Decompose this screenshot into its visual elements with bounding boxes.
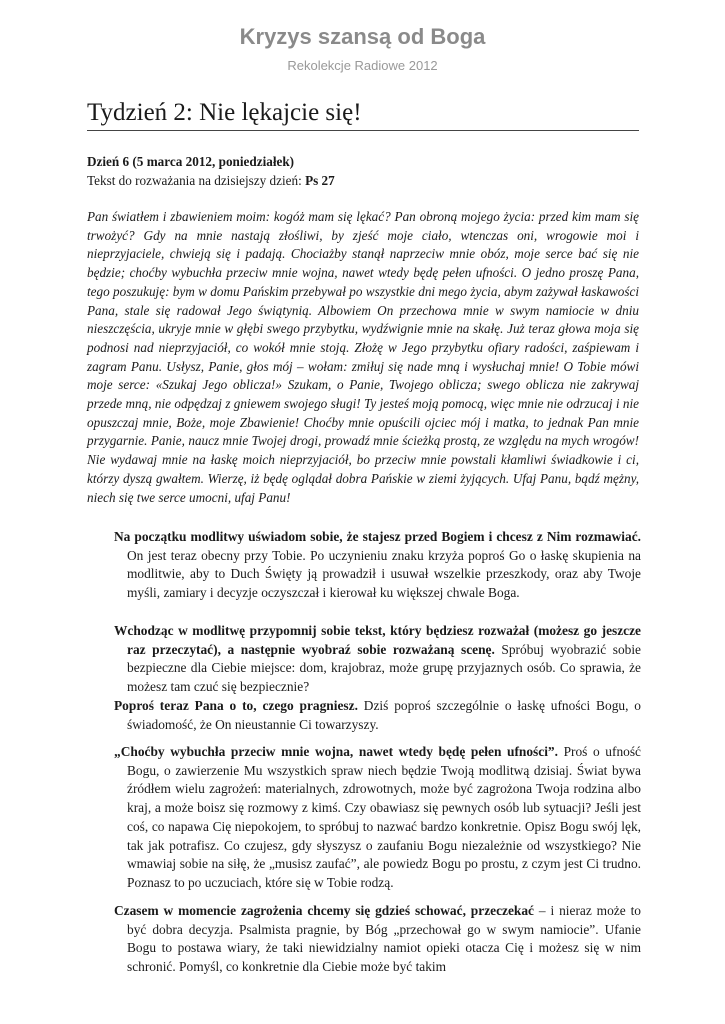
paragraph-body: – i nieraz może to być dobra decyzja. Psalmista pragnie, by Bóg „przechował go w swym namiocie”. Ufanie Bogu to postawa wiary, że taki niewidzialny namiot opieki otacza Cię i możesz się w nim schronić. Pomyśl, co konkretnie dla Ciebie może być takim xyxy=(127,903,641,975)
text-label: Tekst do rozważania na dzisiejszy dzień: xyxy=(87,172,306,188)
day-info xyxy=(87,153,639,190)
paragraph-body: Proś o ufność Bogu, o zawierzenie Mu wszystkich spraw niech będzie Twoją modlitwą dzisiaj. Świat bywa źródłem wielu zagrożeń: materialnych, zdrowotnych, może być zagrożona Twoja rodzina albo kraj, a może boisz się rozmowy z kimś. Czy obawiasz się pewnych osób lub sytuacji? Jeśli jest coś, co napawa Cię niepokojem, to spróbuj to nazwać bardzo konkretnie. Opisz Bogu swój lęk, tak jak potrafisz. Co czujesz, gdy słyszysz o zaufaniu Bogu niezależnie od wszystkiego? Nie wmawiaj sobie na siłę, że „musisz zaufać”, ale powiedz Bogu po prostu, z czym jest Ci trudno. Poznasz to po uczuciach, które się w Tobie rodzą. xyxy=(127,744,641,890)
meditation-paragraph xyxy=(114,743,641,893)
day-heading: Dzień 6 (5 marca 2012, poniedziałek) xyxy=(87,154,295,169)
document-header-subtitle: Rekolekcje Radiowe 2012 xyxy=(287,58,438,73)
meditation-paragraph xyxy=(114,622,641,697)
meditation-paragraph xyxy=(114,902,641,977)
text-reference: Ps 27 xyxy=(305,172,335,188)
psalm-text: Pan światłem i zbawieniem moim: kogóż mam się lękać? Pan obroną mojego życia: przed kim mam się trwożyć? Gdy na mnie nastają złośliwi, by zjeść moje ciało, wtenczas oni, wrogowie moi i nieprzyjaciele, chwieją się i padają. Chociażby stanął naprzeciw mnie obóz, moje serce bać się nie będzie; choćby wybuchła przeciw mnie wojna, nawet wtedy będę pełen ufności. O jedno proszę Pana, tego poszukuję: bym w domu Pańskim przebywał po wszystkie dni mego życia, abym zażywał łaskawości Pana, stale się radował Jego świątynią. Albowiem On przechowa mnie w swym namiocie w dniu nieszczęścia, ukryje mnie w głębi swego przybytku, wydźwignie mnie na skałę. Już teraz głowa moja się podnosi nad nieprzyjaciół, co wokół mnie stoją. Złożę w Jego przybytku ofiary radości, zaśpiewam i zagram Panu. Usłysz, Panie, głos mój – wołam: zmiłuj się nade mną i wysłuchaj mnie! O Tobie mówi moje serce: «Szukaj Jego oblicza!» Szukam, o Panie, Twojego oblicza; swego oblicza nie zakrywaj przede mną, nie odpędzaj z gniewem swojego sługi! Ty jesteś moją pomocą, więc mnie nie odrzucaj i nie opuszczaj mnie, Boże, moje Zbawienie! Choćby mnie opuścili ojciec mój i matka, to jednak Pan mnie przygarnie. Panie, naucz mnie Twojej drogi, prowadź mnie ścieżką prostą, ze względu na mych wrogów! Nie wydawaj mnie na łaskę moich nieprzyjaciół, bo przeciw mnie powstali kłamliwi świadkowie i ci, którzy dyszą gwałtem. Wierzę, iż będę oglądał dobra Pańskie w ziemi żyjących. Ufaj Panu, bądź mężny, niech się twe serce umocni, ufaj Panu! xyxy=(87,209,639,505)
paragraph-lead: „Choćby wybuchła przeciw mnie wojna, nawet wtedy będę pełen ufności”. xyxy=(114,744,558,759)
paragraph-lead: Na początku modlitwy uświadom sobie, że stajesz przed Bogiem i chcesz z Nim rozmawiać. xyxy=(114,529,641,544)
paragraph-lead: Czasem w momencie zagrożenia chcemy się gdzieś schować, przeczekać xyxy=(114,903,534,918)
meditation-paragraph xyxy=(114,697,641,734)
document-header-title: Kryzys szansą od Boga xyxy=(239,24,486,49)
paragraph-body: Spróbuj wyobrazić sobie bezpieczne dla Ciebie miejsce: dom, krajobraz, może grupę przyjaznych osób. Co sprawia, że możesz tam czuć się bezpiecznie? xyxy=(127,641,641,695)
paragraph-body: Dziś poproś szczególnie o łaskę ufności Bogu, o świadomość, że On nieustannie Ci towarzyszy. xyxy=(127,698,641,732)
title-rule xyxy=(87,130,639,131)
paragraph-lead: Wchodząc w modlitwę przypomnij sobie tekst, który będziesz rozważał (możesz go jeszcze raz przeczytać), a następnie wyobraź sobie rozważaną scenę. xyxy=(114,623,641,657)
paragraph-lead: Poproś teraz Pana o to, czego pragniesz. xyxy=(114,698,358,713)
paragraph-body: On jest teraz obecny przy Tobie. Po uczynieniu znaku krzyża poproś Go o łaskę skupienia na modlitwie, aby to Duch Święty ją prowadził i usuwał wszelkie przeszkody, oraz aby Twoje myśli, zamiary i decyzje oczyszczał i kierował ku większej chwale Boga. xyxy=(127,547,641,601)
week-title: Tydzień 2: Nie lękajcie się! xyxy=(87,99,362,126)
meditation-paragraph xyxy=(114,528,641,603)
